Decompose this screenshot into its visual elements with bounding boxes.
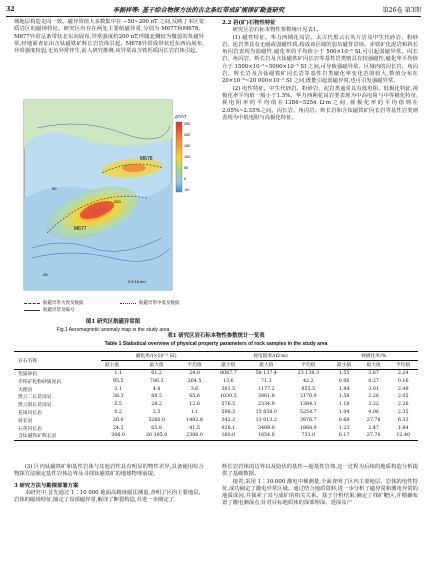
colorbar-tick: -50 <box>184 188 190 192</box>
body-paragraph: 辉长岩岩体的边界以及隐伏的基性—超基性岩体,这一过程为后续的地质构造分析提供了基础数据。 <box>222 464 418 478</box>
left-column-bottom <box>14 464 204 504</box>
value-cell: 1.18 <box>338 402 350 408</box>
value-cell: 65.6 <box>189 394 200 400</box>
value-cell: 88.5 <box>151 394 162 400</box>
colorbar <box>176 122 182 192</box>
value-cell: 2306.0 <box>186 433 203 439</box>
value-cell: 2.26 <box>397 402 409 408</box>
legend-swatch <box>24 310 40 311</box>
value-cell: 24.0 <box>189 370 200 376</box>
table-subheader: 最大值 <box>149 363 164 369</box>
value-cell: 342.2 <box>221 417 236 423</box>
value-cell: 264.5 <box>187 378 202 384</box>
value-cell: 598.3 <box>221 409 236 415</box>
table-row <box>14 377 418 385</box>
value-cell: 1.23 <box>338 425 350 431</box>
value-cell: 1.04 <box>338 409 350 415</box>
legend-item <box>24 300 84 306</box>
rock-name-cell: 含钛磁铁矿辉长岩 <box>18 434 57 440</box>
value-cell: 2.24 <box>397 370 409 376</box>
contour-label: 50 <box>52 186 57 191</box>
value-cell: 27.78 <box>366 417 381 423</box>
scale-bar: 0 5 10 km <box>128 279 146 284</box>
legend-swatch <box>120 303 136 304</box>
right-column-top <box>222 19 418 122</box>
left-column-top <box>14 19 204 55</box>
value-cell: 1.1 <box>114 370 122 376</box>
colorbar-tick: 150 <box>184 144 191 148</box>
value-cell: 731.0 <box>301 433 316 439</box>
table-row <box>14 385 418 393</box>
table-row <box>14 369 418 377</box>
colorbar-tick: 50 <box>184 166 189 170</box>
legend-label: 航磁异常中低及数据 <box>139 301 180 306</box>
rock-name-cell: 黑云二长花岗岩 <box>18 395 52 401</box>
colorbar-tick: 200 <box>184 133 191 137</box>
colorbar-unit: ΔT/nT <box>175 114 187 119</box>
table-subheader: 平均值 <box>396 363 411 369</box>
rock-name-cell: 石英闪长岩 <box>18 426 42 432</box>
colorbar-tick: 100 <box>184 155 191 159</box>
value-cell: 1.84 <box>397 425 409 431</box>
table-row <box>14 409 418 417</box>
value-cell: 786.3 <box>149 378 164 384</box>
table-subheader: 最小值 <box>221 363 236 369</box>
value-cell: 1492.8 <box>186 417 203 423</box>
table-header: 视极化率/% <box>329 352 418 361</box>
anomaly-label-m678: M678 <box>140 156 153 162</box>
rock-name-cell: 大理岩 <box>18 387 33 393</box>
body-paragraph: 本研究中,首先通过 1∶10 000 地面高精度磁法测量,查明了区内主要地层、岩体的磁场特征,圈定了局部磁异常,解译了断裂构造,并进一步圈定了 <box>14 489 204 504</box>
value-cell: 95.5 <box>112 378 124 384</box>
table-row <box>14 416 418 424</box>
value-cell: 301.5 <box>221 386 236 392</box>
value-cell: 5254.7 <box>299 409 317 415</box>
table-body <box>14 369 418 440</box>
table-row <box>14 432 418 440</box>
header-rule <box>6 16 421 17</box>
page-header <box>6 4 421 15</box>
table-row <box>14 401 418 409</box>
table-subheader: 最大值 <box>366 363 381 369</box>
body-paragraph: (1) 磁性特征。华力西期花岗岩、太古代黑云石英片岩及中生代砂岩、粉砂岩、泥岩类具有无磁或弱磁性质,构成该区域的弱负磁背景场。赤铁矿化泥岩和斜长角闪岩表现为弱磁性,磁化率的平均值小于 500×10⁻⁵ SI,可引起弱磁异常。闪长岩、角闪岩、辉长岩及含钛磁铁矿闪长岩等基性岩类则具有较强磁性,磁化率平均值介于 1500×10⁻⁵~5000×10⁻⁵ SI 之间,可导致强磁异常。区域内的闪长岩、角闪岩、辉长岩及含钛磁铁矿闪长岩等基性岩类磁化率变化范围较大,数值分布在 20×10⁻⁵~20 000×10⁻⁵ SI 之间,既能引起弱磁异常,也可引发强磁异常。 <box>222 34 418 85</box>
value-cell: 20 195.0 <box>145 433 168 439</box>
value-cell: 28.2 <box>151 402 162 408</box>
table-row <box>14 424 418 432</box>
colorbar-tick: 250 <box>184 122 191 126</box>
figure-caption-en: Fig.1 Aeromagnetic anomaly map in the study area <box>56 327 170 333</box>
table-subheader: 最大值 <box>259 363 274 369</box>
table-subheader: 最小值 <box>336 363 352 369</box>
value-cell: 4.8 <box>152 386 161 392</box>
value-cell: 71.3 <box>260 378 272 384</box>
body-paragraph: (2) 电性特征。中生代砂岩、粉砂岩、泥岩类通常具有低电阻、低极化特征,视极化率平均值一般小于1.5%。华力西期花岗岩类表现为中高电阻与中等极化特征,视电阻率的平均值在1384~5254 Ω·m之间,视极化率的平均值则在2.05%~2.35%之间。闪长岩、角闪岩、辉长岩和含钛磁铁矿闪长岩等基性岩类则表现为中低电阻与高极化特征。 <box>222 85 418 121</box>
value-cell: 3861.8 <box>257 394 275 400</box>
issue-label: 第26卷 第3期 <box>382 7 421 14</box>
value-cell: 3976.7 <box>299 417 317 423</box>
value-cell: 160.0 <box>221 433 236 439</box>
aeromagnetic-map <box>22 98 200 298</box>
legend-item <box>120 300 180 306</box>
value-cell: 65.8 <box>151 425 162 431</box>
value-cell: 38.3 <box>112 394 124 400</box>
value-cell: 2170.9 <box>299 394 317 400</box>
value-cell: 27.76 <box>366 433 381 439</box>
table-caption: 表1 研究区岩石标本物性参数统计一览表 <box>167 333 265 339</box>
value-cell: 1.58 <box>338 394 350 400</box>
value-cell: 576.5 <box>221 402 236 408</box>
value-cell: 2.35 <box>397 409 409 415</box>
table-header: 岩石名称 <box>14 352 101 370</box>
value-cell: 2.26 <box>368 394 379 400</box>
right-column-bottom <box>222 464 418 508</box>
table-header: 磁化率/(×10⁻⁵ SI) <box>101 352 212 361</box>
value-cell: 0.27 <box>368 378 379 384</box>
rock-name-cell: 花岗闪长岩 <box>18 410 42 416</box>
table-subheader: 平均值 <box>187 363 202 369</box>
value-cell: 42.2 <box>303 378 314 384</box>
value-cell: 0.16 <box>397 378 409 384</box>
table-header: 视电阻率/(Ω·m) <box>211 352 329 361</box>
value-cell: 3.01 <box>368 386 379 392</box>
contour-label: 200 <box>114 199 121 204</box>
legend-label: 航磁异常大致及数据 <box>43 301 84 306</box>
value-cell: 23 138.3 <box>297 370 320 376</box>
body-paragraph: 接着,采用 1∶10 000 激电中梯测量,全面查明了区内主要地层、岩体的电性特征,成功圈定了激电异常区域。通过结合地质资料,进一步分析了磁异常和激电异常的地质成因,并探索了其与成矿的相关关系。基于分析结果,确定了找矿靶区,并精确布置了激电测深点,针对目标地质体的深部埋深、延深及产 <box>222 478 418 507</box>
section-heading: 3 研究方法与勘探部署方案 <box>14 482 79 489</box>
value-cell: 8087.7 <box>219 370 237 376</box>
value-cell: 3.67 <box>368 370 379 376</box>
value-cell: 1177.2 <box>257 386 275 392</box>
value-cell: 6.33 <box>397 417 409 423</box>
anomaly-label-m677: M677 <box>74 226 87 232</box>
value-cell: 928.1 <box>221 425 236 431</box>
legend-item <box>24 307 75 313</box>
value-cell: 1854.0 <box>257 433 275 439</box>
body-paragraph: 城地层构造走向一致。磁异常值大多数集中在 −50~200 nT 之间,反映了本区变质岩区的磁场特征。研究区内存在两处主要航磁异常,分别为 M677和M678。M677异常呈条带状北东向展布,异常强度约200 nT,伴随北侧较为微弱的负磁异常,经地面查证由含钛磁铁矿辉长岩岩体引起。M678异常成带状近东西向展布,异常强度较弱,无负异常伴生,前人研究推测,该异常由含铁钙质闪长岩岩体引起。 <box>14 19 204 55</box>
value-cell: 2.49 <box>397 386 409 392</box>
value-cell: 13 013.2 <box>255 417 277 423</box>
value-cell: 4.06 <box>368 409 379 415</box>
rock-property-table <box>14 351 418 441</box>
value-cell: 2334.9 <box>257 402 275 408</box>
body-paragraph: (3) 区内钛磁铁矿和基性岩体与其他岩性具有明显的物性差异,具备使用综合物探方法圈定基性岩体边界及寻找钛磁铁矿的地球物理前提。 <box>14 464 204 478</box>
rock-name-cell: 黑云斜长花岗岩 <box>18 403 52 409</box>
value-cell: 6.17 <box>338 433 350 439</box>
value-cell: 1868.9 <box>299 425 317 431</box>
value-cell: 5.5 <box>114 402 122 408</box>
table-subheader: 最小值 <box>104 363 120 369</box>
value-cell: 12.6 <box>189 402 200 408</box>
value-cell: 2.05 <box>397 394 409 400</box>
value-cell: 306.0 <box>111 433 126 439</box>
value-cell: 3.1 <box>114 386 122 392</box>
value-cell: 855.5 <box>301 386 316 392</box>
contour-label: -50 <box>42 272 48 277</box>
value-cell: 5260.0 <box>148 417 166 423</box>
value-cell: 1030.5 <box>219 394 237 400</box>
value-cell: 13.6 <box>223 378 234 384</box>
value-cell: 1.84 <box>338 386 350 392</box>
value-cell: 12.40 <box>396 433 411 439</box>
rock-name-cell: 斜长岩 <box>18 418 33 424</box>
value-cell: 61.2 <box>151 370 162 376</box>
value-cell: 1.1 <box>190 409 199 415</box>
value-cell: 2.47 <box>368 425 379 431</box>
table-subheader: 平均值 <box>301 363 316 369</box>
table-caption-en: Table 1 Statistical overview of physical property parameters of rock samples in the study area <box>104 341 328 347</box>
page-number: 32 <box>6 6 15 13</box>
rock-name-cell: 赤铁矿化粉砂质泥岩 <box>18 379 62 385</box>
figure-caption <box>14 319 212 326</box>
value-cell: 41.5 <box>189 425 200 431</box>
table-row <box>14 393 418 401</box>
value-cell: 3.22 <box>368 402 379 408</box>
value-cell: 0.2 <box>114 409 122 415</box>
value-cell: 0.68 <box>338 417 350 423</box>
section-heading: 2.2 岩(矿)石物性特征 <box>222 20 276 26</box>
map-legend <box>22 298 212 314</box>
rock-name-cell: 变质砂岩 <box>18 371 38 377</box>
body-paragraph: 研究区岩石标本物性参数统计见表1。 <box>232 27 322 34</box>
value-cell: 1.55 <box>338 370 350 376</box>
legend-label: 航磁异常及编号 <box>43 308 75 313</box>
value-cell: 15 838.0 <box>255 409 277 415</box>
value-cell: 3489.0 <box>257 425 275 431</box>
colorbar-tick: 0 <box>184 177 187 181</box>
figure-caption-cn: 图1 研究区航磁异常图 <box>85 319 141 325</box>
value-cell: 3.6 <box>190 386 199 392</box>
value-cell: 58 137.4 <box>255 370 277 376</box>
value-cell: 20.6 <box>112 417 124 423</box>
legend-swatch <box>24 303 40 304</box>
value-cell: 2.5 <box>152 409 161 415</box>
value-cell: 0.06 <box>338 378 350 384</box>
value-cell: 1384.1 <box>299 402 317 408</box>
value-cell: 24.2 <box>112 425 124 431</box>
running-title: 李振祥等: 基于综合物探方法的吉北条红带成矿规律矿勘查研究 <box>112 7 285 14</box>
